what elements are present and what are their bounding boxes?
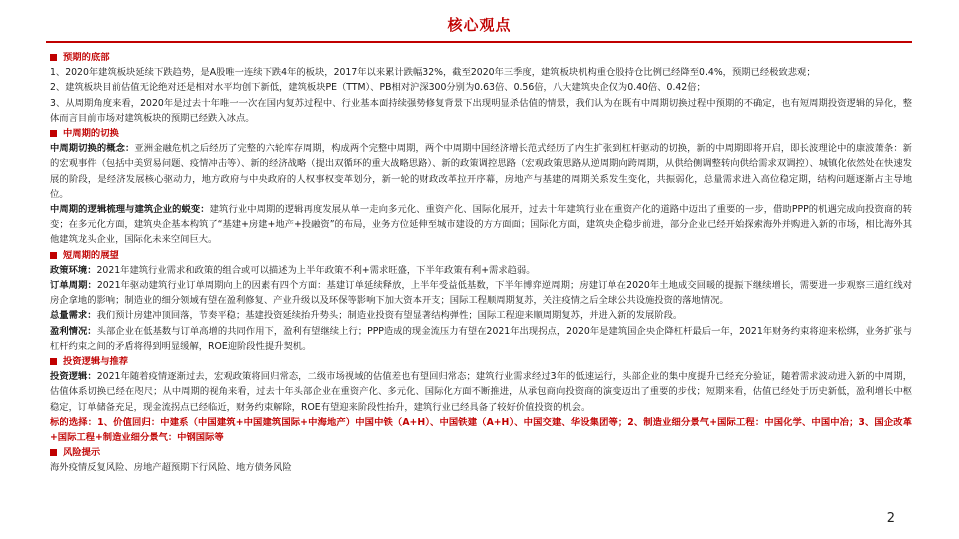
section-header-bottom (50, 50, 912, 65)
paragraph (50, 369, 912, 415)
paragraph-lead: 订单周期： (50, 280, 97, 292)
paragraph (50, 202, 912, 248)
square-bullet-icon (50, 449, 57, 456)
paragraph-body: 1、价值回归：中建系（中国建筑+中国建筑国际+中海地产）中国中铁（A+H）、中国铁建（A+H）、中国交建、华设集团等；2、制造业细分景气+国际工程：中国化学、中国中冶；3、国企改革+国际工程+制造业细分景气：中钢国际等 (50, 416, 912, 444)
section-title: 风险提示 (63, 447, 101, 459)
section-title: 投资逻辑与推荐 (63, 356, 129, 368)
paragraph: 1、2020年建筑板块延续下跌趋势，是A股唯一连续下跌4年的板块，2017年以来累计跌幅32%，截至2020年三季度，建筑板块机构重仓股持仓比例已经降至0.4%，预期已经极致悲观； (50, 67, 816, 79)
section-header-short-cycle (50, 248, 912, 263)
paragraph-body: 头部企业在低基数与订单高增的共同作用下，盈利有望继续上行；PPP造成的现金流压力有望在2021年出现拐点，2020年是建筑国企央企降杠杆最后一年，2021年财务约束将迎来松绑，业务扩张与杠杆约束之间的矛盾将得到明显缓解，ROE迎阶段性提升契机。 (50, 325, 912, 352)
square-bullet-icon (50, 358, 57, 365)
section-header-mid-cycle (50, 126, 912, 141)
paragraph-body: 亚洲金融危机之后经历了完整的六轮库存周期，构成两个完整中周期，两个中周期中国经济增长范式经历了内生扩张到杠杆驱动的切换，新的中周期即将开启，即长波理论中的康波萧条：新的宏观事件（包括中美贸易问题、疫情冲击等）、新的经济战略（提出双循环的重大战略思路）、新的政策调控思路（宏观政策思路从逆周期向跨周期，从供给侧调整转向供给需求双调控）、城镇化依然处在快速发展的阶段，是经济发展核心驱动力，地方政府与中央政府的人权事权变革划分，新一轮的财政改革拉开序幕，房地产与基建的周期关系发生变化，共振弱化，总量需求进入高位稳定期，结构问题逐渐占主导地位。 (50, 143, 912, 200)
paragraph-body: 2021年驱动建筑行业订单周期向上的因素有四个方面：基建订单延续释放，上半年受益低基数，下半年博弈逆周期；房建订单在2020年土地成交回暖的提振下继续增长，需要进一步观察三道红线对房企拿地的影响；制造业的细分领域有望在盈利修复、产业升级以及环保等影响下加大资本开支；国际工程顺周期复苏，关注疫情之后全球公共设施投资的落地情况。 (50, 280, 912, 307)
paragraph (50, 308, 912, 323)
section-header-risk (50, 445, 912, 460)
paragraph-lead: 标的选择： (50, 416, 98, 428)
paragraph-lead: 中周期的逻辑梳理与建筑企业的蜕变： (50, 204, 210, 216)
section-title: 短周期的展望 (63, 249, 119, 261)
paragraph (50, 324, 912, 354)
slide-content (50, 50, 912, 476)
square-bullet-icon (50, 130, 57, 137)
section-header-investment (50, 354, 912, 369)
paragraph (50, 415, 912, 445)
paragraph-lead: 总量需求： (50, 310, 97, 322)
paragraph: 2、建筑板块目前估值无论绝对还是相对水平均创下新低，建筑板块PE（TTM）、PB相对沪深300分别为0.63倍、0.56倍，八大建筑央企仅为0.40倍、0.42倍； (50, 82, 706, 94)
paragraph-body: 我们预计房建冲顶回落，节奏平稳；基建投资延续抬升势头；制造业投资有望显著结构弹性；国际工程迎来顺周期复苏，并进入新的发展阶段。 (96, 310, 683, 322)
paragraph: 海外疫情反复风险、房地产超预期下行风险、地方债务风险 (50, 462, 292, 474)
section-title: 预期的底部 (63, 52, 110, 63)
paragraph-body: 建筑行业中周期的逻辑再度发展从单一走向多元化、重资产化、国际化展开，过去十年建筑行业在重资产化的道路中迈出了重要的一步，借助PPP的机遇完成向投资商的转变；在多元化方面，建筑央企基本构筑了“基建+房建+地产+投融资”的布局，业务方位延伸至城市建设的方方面面；国际化方面，建筑央企稳步前进，部分企业已经开始探索海外并购进入新的市场，相比海外其他建筑龙头企业，国际化未来空间巨大。 (50, 204, 912, 246)
paragraph (50, 263, 912, 278)
section-title: 中周期的切换 (63, 128, 119, 140)
paragraph-body: 2021年随着疫情逐渐过去，宏观政策将回归常态，二级市场视域的估值差也有望回归常态；建筑行业需求经过3年的低速运行，头部企业的集中度提升已经充分验证，随着需求波动进入新的中周期，估值体系切换已经在咫尺；从中周期的视角来看，过去十年头部企业在重资产化、多元化、国际化方面不断推进，从承包商向投资商的演变迈出了重要的步伐；短期来看，估值已经处于历史新低，盈利增长中枢稳定，订单储备充足，现金流拐点已经临近，财务约束解除，ROE有望迎来阶段性抬升，建筑行业已经具备了较好价值投资的机会。 (50, 371, 912, 413)
paragraph (50, 278, 912, 308)
square-bullet-icon (50, 252, 57, 259)
paragraph-lead: 投资逻辑： (50, 371, 97, 383)
paragraph-lead: 政策环境： (50, 264, 97, 276)
page-title: 核心观点 (447, 16, 512, 34)
square-bullet-icon (50, 54, 57, 61)
paragraph-lead: 中周期切换的概念： (50, 143, 135, 155)
title-divider (46, 41, 912, 43)
paragraph-body: 2021年建筑行业需求和政策的组合或可以描述为上半年政策不利+需求旺盛，下半年政策有利+需求趋弱。 (96, 264, 536, 276)
paragraph: 3、从周期角度来看，2020年是过去十年唯一一次在国内复苏过程中、行业基本面持续强势修复背景下出现明显杀估值的情景，我们认为在既有中周期切换过程中预期的不确定，也有短周期投资逻辑的异化，整体而言目前市场对建筑板块的预期已经跌入冰点。 (50, 97, 912, 124)
paragraph (50, 141, 912, 202)
paragraph-lead: 盈利情况： (50, 325, 97, 337)
page-number: 2 (886, 511, 895, 526)
slide-header (0, 0, 959, 46)
